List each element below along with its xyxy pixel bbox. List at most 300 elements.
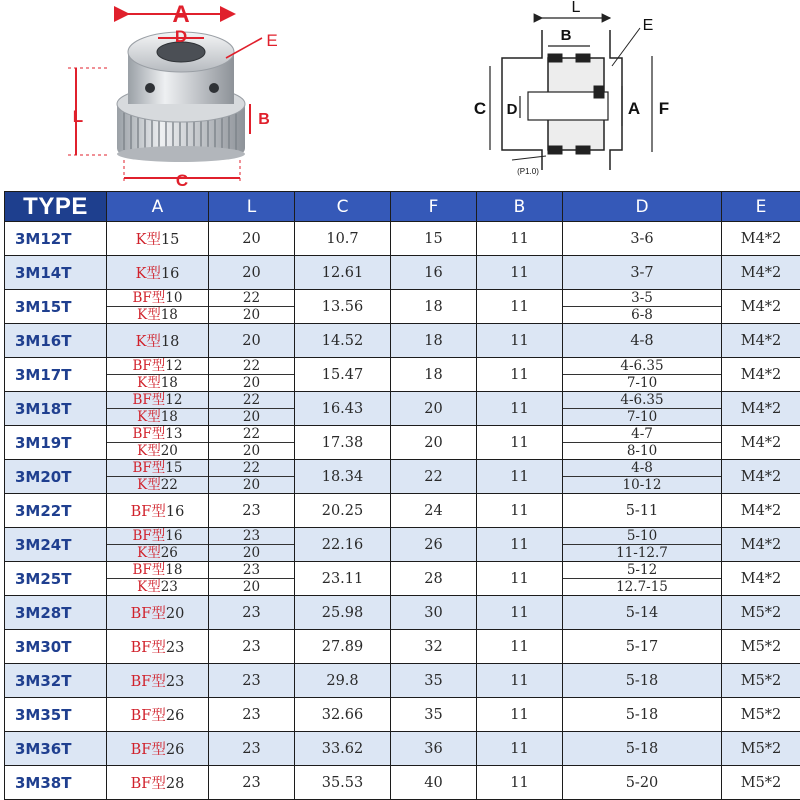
cell-e: M4*2 [722,222,800,256]
cell-a [107,596,209,630]
a-value [107,528,208,544]
cell-d [563,222,722,256]
d-value: 3-5 [631,290,653,306]
cell-b: 11 [477,290,563,324]
cell-e: M5*2 [722,596,800,630]
d-value: 3-7 [630,264,654,281]
cell-c: 13.56 [295,290,391,324]
cell-l [209,222,295,256]
a-number: 10 [165,290,183,306]
a-value [107,670,208,691]
d-value: 4-6.35 [620,392,664,408]
cell-d [563,256,722,290]
a-number: 18 [160,409,178,425]
a-series: K型 [135,334,161,350]
a-number: 12 [165,358,183,374]
cell-b: 11 [477,494,563,528]
cell-d [563,664,722,698]
cell-e: M4*2 [722,494,800,528]
section-label-a: A [627,99,641,118]
a-number: 16 [160,266,180,282]
a-value [107,306,208,323]
cell-f: 26 [391,528,477,562]
cell-e: M4*2 [722,528,800,562]
cell-l [209,392,295,426]
cell-f: 18 [391,324,477,358]
l-value: 22 [242,426,261,442]
cell-f: 28 [391,562,477,596]
cell-c: 25.98 [295,596,391,630]
a-number: 13 [165,426,183,442]
d-value: 10-12 [563,476,721,493]
cell-d [563,324,722,358]
type-cell: 3M25T [5,562,107,596]
type-cell: 3M17T [5,358,107,392]
a-series: K型 [137,409,161,425]
d-value: 6-8 [563,306,721,323]
type-cell: 3M28T [5,596,107,630]
a-series: BF型 [132,528,166,544]
cell-l [209,426,295,460]
d-value: 5-12 [626,562,658,578]
table-row [5,460,800,494]
a-number: 20 [160,443,178,459]
table-row [5,392,800,426]
l-value: 20 [209,408,294,425]
cell-b: 11 [477,766,563,800]
cell-l [209,460,295,494]
cell-e: M5*2 [722,630,800,664]
cell-a [107,222,209,256]
a-series: BF型 [130,674,166,690]
l-value: 22 [242,460,261,476]
type-cell: 3M18T [5,392,107,426]
cell-c: 10.7 [295,222,391,256]
cell-a [107,732,209,766]
cell-b: 11 [477,562,563,596]
l-value: 23 [242,502,261,519]
label-b: B [258,111,270,128]
d-value: 4-7 [631,426,653,442]
a-number: 20 [165,606,185,622]
cell-e: M4*2 [722,426,800,460]
table-row [5,324,800,358]
a-number: 18 [160,375,178,391]
a-value [107,228,208,249]
a-number: 18 [160,307,178,323]
cell-e: M5*2 [722,698,800,732]
a-series: BF型 [132,426,166,442]
l-value: 20 [209,374,294,391]
cell-a [107,766,209,800]
cell-a [107,664,209,698]
cell-l [209,766,295,800]
cell-f: 35 [391,664,477,698]
header-c: C [295,192,391,222]
a-series: BF型 [130,708,166,724]
a-number: 15 [160,232,180,248]
table-row [5,256,800,290]
header-e: E [722,192,800,222]
cell-f: 16 [391,256,477,290]
d-value: 5-18 [625,740,659,757]
a-series: K型 [137,443,161,459]
spec-table [4,191,800,800]
type-cell: 3M15T [5,290,107,324]
a-series: BF型 [132,562,166,578]
l-value: 23 [242,706,261,723]
cell-e: M4*2 [722,392,800,426]
label-a: A [172,1,190,28]
type-cell: 3M38T [5,766,107,800]
cell-f: 40 [391,766,477,800]
cell-l [209,256,295,290]
a-value [107,500,208,521]
cell-l [209,358,295,392]
cell-f: 20 [391,392,477,426]
a-series: K型 [137,307,161,323]
type-cell: 3M19T [5,426,107,460]
section-label-d: D [506,101,518,118]
l-value: 20 [209,544,294,561]
cell-d [563,426,722,460]
a-value [107,476,208,493]
section-label-e: E [642,17,654,34]
table-row [5,732,800,766]
a-series: K型 [137,579,161,595]
l-value: 23 [242,604,261,621]
section-label-b: B [560,27,572,44]
type-cell: 3M12T [5,222,107,256]
table-row [5,562,800,596]
table-row [5,664,800,698]
cell-b: 11 [477,698,563,732]
cell-d [563,698,722,732]
a-series: BF型 [132,460,166,476]
l-value: 20 [209,306,294,323]
table-row [5,766,800,800]
a-series: BF型 [130,504,166,520]
l-value: 23 [242,774,261,791]
l-value: 23 [242,740,261,757]
a-value [107,442,208,459]
table-row [5,528,800,562]
l-value: 22 [242,358,261,374]
a-series: BF型 [132,358,166,374]
cell-f: 32 [391,630,477,664]
cell-b: 11 [477,392,563,426]
label-e: E [266,31,278,50]
cell-f: 30 [391,596,477,630]
section-note: (P1.0) [517,167,539,176]
a-value [107,738,208,759]
type-cell: 3M36T [5,732,107,766]
cell-b: 11 [477,256,563,290]
table-row [5,698,800,732]
header-b: B [477,192,563,222]
a-value [107,290,208,306]
cell-b: 11 [477,460,563,494]
cell-c: 33.62 [295,732,391,766]
section-label-l: L [571,0,581,16]
pulley-photo [68,1,278,190]
d-value: 4-8 [630,332,654,349]
a-series: K型 [135,266,161,282]
cell-l [209,290,295,324]
cell-c: 23.11 [295,562,391,596]
a-number: 23 [165,640,185,656]
a-series: K型 [137,545,161,561]
header-type: TYPE [5,192,107,222]
cell-f: 18 [391,290,477,324]
a-number: 15 [165,460,183,476]
cell-f: 24 [391,494,477,528]
cell-c: 12.61 [295,256,391,290]
a-value [107,262,208,283]
l-value: 22 [242,290,261,306]
cell-f: 20 [391,426,477,460]
a-number: 12 [165,392,183,408]
a-value [107,544,208,561]
a-value [107,704,208,725]
cell-b: 11 [477,596,563,630]
a-value [107,602,208,623]
header-l: L [209,192,295,222]
set-screw-hole-left [145,83,155,93]
cell-d [563,392,722,426]
a-number: 28 [165,776,185,792]
cell-e: M4*2 [722,358,800,392]
d-value: 5-14 [625,604,659,621]
cell-f: 15 [391,222,477,256]
l-value: 20 [242,332,261,349]
a-value [107,636,208,657]
type-cell: 3M30T [5,630,107,664]
cell-a [107,426,209,460]
cell-a [107,630,209,664]
a-series: BF型 [132,290,166,306]
l-value: 20 [209,578,294,595]
a-series: BF型 [130,776,166,792]
cell-b: 11 [477,426,563,460]
cell-b: 11 [477,324,563,358]
l-value: 20 [242,264,261,281]
cell-d [563,562,722,596]
pulley-diagram [0,0,800,190]
cell-b: 11 [477,222,563,256]
a-series: K型 [137,477,161,493]
cell-l [209,562,295,596]
cell-d [563,494,722,528]
cell-l [209,630,295,664]
cell-l [209,528,295,562]
d-value: 3-6 [630,230,654,247]
cell-l [209,664,295,698]
type-cell: 3M24T [5,528,107,562]
cell-l [209,494,295,528]
cell-a [107,290,209,324]
a-number: 16 [165,528,183,544]
a-value [107,426,208,442]
d-value: 5-11 [625,502,659,519]
l-value: 20 [209,442,294,459]
cell-e: M4*2 [722,460,800,494]
cell-b: 11 [477,630,563,664]
a-number: 22 [160,477,178,493]
cell-f: 18 [391,358,477,392]
cell-b: 11 [477,732,563,766]
cell-b: 11 [477,664,563,698]
label-d: D [174,27,188,46]
d-value: 7-10 [563,374,721,391]
type-cell: 3M32T [5,664,107,698]
cell-l [209,732,295,766]
cell-a [107,562,209,596]
a-series: K型 [135,232,161,248]
cell-c: 15.47 [295,358,391,392]
d-value: 11-12.7 [563,544,721,561]
d-value: 5-18 [625,672,659,689]
d-value: 5-18 [625,706,659,723]
section-label-f: F [658,99,670,118]
a-value [107,772,208,793]
table-row [5,358,800,392]
header-a: A [107,192,209,222]
cell-d [563,358,722,392]
cell-a [107,460,209,494]
table-body [5,222,800,800]
a-value [107,460,208,476]
section-set-screw [594,86,604,98]
cell-d [563,766,722,800]
d-value: 5-10 [626,528,658,544]
a-number: 18 [160,334,180,350]
cell-l [209,596,295,630]
cell-a [107,324,209,358]
cell-e: M5*2 [722,732,800,766]
cell-a [107,698,209,732]
cell-a [107,494,209,528]
table-header-row [5,192,800,222]
cell-c: 32.66 [295,698,391,732]
cell-b: 11 [477,528,563,562]
a-number: 23 [160,579,178,595]
cell-d [563,290,722,324]
a-series: BF型 [130,640,166,656]
cell-e: M4*2 [722,562,800,596]
cell-d [563,630,722,664]
a-value [107,408,208,425]
a-number: 18 [165,562,183,578]
cell-c: 35.53 [295,766,391,800]
a-number: 26 [160,545,178,561]
d-value: 8-10 [563,442,721,459]
cell-f: 22 [391,460,477,494]
a-value [107,358,208,374]
a-series: BF型 [130,606,166,622]
l-value: 23 [242,672,261,689]
label-l: L [72,107,84,126]
cell-e: M5*2 [722,664,800,698]
cell-e: M4*2 [722,290,800,324]
l-value: 23 [242,562,261,578]
header-f: F [391,192,477,222]
pulley-bottom-flange [117,146,245,162]
cell-c: 29.8 [295,664,391,698]
cell-d [563,596,722,630]
cell-f: 36 [391,732,477,766]
a-number: 23 [165,674,185,690]
type-cell: 3M35T [5,698,107,732]
a-value [107,578,208,595]
cell-l [209,698,295,732]
a-value [107,330,208,351]
cell-b: 11 [477,358,563,392]
table-row [5,290,800,324]
cell-c: 14.52 [295,324,391,358]
cell-c: 27.89 [295,630,391,664]
cell-d [563,528,722,562]
l-value: 20 [209,476,294,493]
cell-l [209,324,295,358]
cell-a [107,256,209,290]
l-value: 23 [242,638,261,655]
cell-d [563,460,722,494]
d-value: 4-6.35 [620,358,664,374]
a-number: 16 [165,504,185,520]
d-value: 12.7-15 [563,578,721,595]
type-cell: 3M20T [5,460,107,494]
l-value: 20 [242,230,261,247]
a-number: 26 [165,742,185,758]
cell-c: 18.34 [295,460,391,494]
type-cell: 3M16T [5,324,107,358]
label-c: C [175,171,189,190]
table-row [5,426,800,460]
table-row [5,630,800,664]
cell-c: 17.38 [295,426,391,460]
d-value: 7-10 [563,408,721,425]
d-value: 4-8 [631,460,653,476]
table-row [5,222,800,256]
d-value: 5-20 [625,774,659,791]
cell-e: M4*2 [722,324,800,358]
cell-a [107,358,209,392]
d-value: 5-17 [625,638,659,655]
cell-c: 22.16 [295,528,391,562]
a-series: K型 [137,375,161,391]
a-value [107,392,208,408]
cell-f: 35 [391,698,477,732]
header-d: D [563,192,722,222]
cell-c: 16.43 [295,392,391,426]
a-series: BF型 [130,742,166,758]
set-screw-hole-right [209,83,219,93]
l-value: 23 [242,528,261,544]
l-value: 22 [242,392,261,408]
cell-a [107,392,209,426]
a-value [107,562,208,578]
table-row [5,596,800,630]
cell-a [107,528,209,562]
type-cell: 3M22T [5,494,107,528]
section-label-c: C [473,99,487,118]
cell-c: 20.25 [295,494,391,528]
a-series: BF型 [132,392,166,408]
cell-d [563,732,722,766]
type-cell: 3M14T [5,256,107,290]
cell-e: M4*2 [722,256,800,290]
